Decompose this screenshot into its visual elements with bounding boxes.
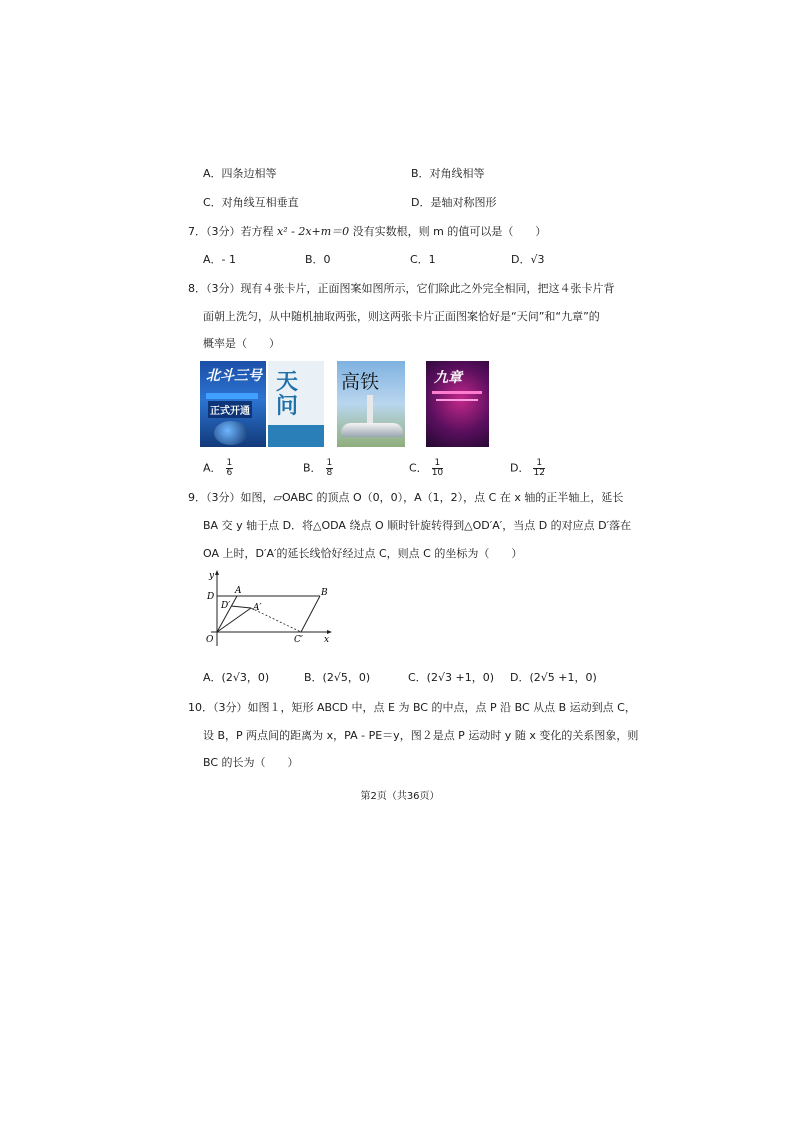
segment-oa-prime xyxy=(217,608,251,632)
card-beidou-title: 北斗三号 xyxy=(206,368,262,384)
q8-option-d-label: D． xyxy=(510,461,530,475)
q8-line-2: 面朝上洗匀，从中随机抽取两张，则这两张卡片正面图案恰好是“天问”和“九章”的 xyxy=(203,310,600,323)
label-b: B xyxy=(321,588,328,598)
q8-option-c-fraction: $\frac{1}{10}$ xyxy=(431,458,444,478)
label-c: C′ xyxy=(294,635,303,645)
y-axis-arrow xyxy=(215,570,219,575)
q9-option-a: A．(2√3，0) xyxy=(203,671,270,684)
q8-option-c-label: C． xyxy=(409,461,428,475)
q6-option-c: C．对角线互相垂直 xyxy=(203,196,299,209)
q6-option-d: D．是轴对称图形 xyxy=(411,196,497,209)
train-icon xyxy=(341,423,403,437)
card-tianwen-base xyxy=(268,425,324,447)
card-tianwen-title: 天问 xyxy=(276,370,299,419)
tower-icon xyxy=(367,395,373,425)
q9-option-d: D．(2√5 +1，0) xyxy=(510,671,597,684)
card-jiuzhang-title: 九章 xyxy=(434,370,462,386)
card-beidou-banner: 正式开通 xyxy=(208,401,252,418)
q9-geometry-figure xyxy=(197,568,342,650)
q6-option-a: A．四条边相等 xyxy=(203,167,277,180)
q9-line-1: 9．（3分）如图，▱OABC 的顶点 O（0，0），A（1，2），点 C 在 x 轴的正半轴上，延长 xyxy=(188,491,624,504)
card-jiuzhang-line-2 xyxy=(436,399,478,401)
q8-option-a xyxy=(203,459,233,478)
q8-option-c xyxy=(409,459,443,478)
q10-line-3: BC 的长为（ ） xyxy=(203,756,299,769)
q8-option-d-fraction: $\frac{1}{12}$ xyxy=(533,458,545,478)
q7-stem-prefix: 7．（3分）若方程 xyxy=(188,225,274,238)
q8-line-3: 概率是（ ） xyxy=(203,337,280,350)
card-gaotie-title: 高铁 xyxy=(341,371,380,393)
q8-option-b-fraction: $\frac{1}{8}$ xyxy=(326,458,333,478)
segment-bc xyxy=(301,596,320,632)
q8-option-b-label: B． xyxy=(303,461,322,475)
q9-option-c: C．(2√3 +1，0) xyxy=(408,671,494,684)
card-jiuzhang-line xyxy=(432,391,482,394)
label-a: A xyxy=(235,586,242,596)
segment-dp-ap xyxy=(231,606,251,608)
card-beidou xyxy=(200,361,266,447)
q9-line-3: OA 上时，D′A′的延长线恰好经过点 C，则点 C 的坐标为（ ） xyxy=(203,547,523,560)
q8-option-a-fraction: $\frac{1}{6}$ xyxy=(226,458,233,478)
label-d-prime: D′ xyxy=(221,601,231,611)
q7-stem xyxy=(188,225,546,239)
label-o: O xyxy=(206,635,214,645)
label-y: y xyxy=(209,571,215,581)
q7-option-d: D．√3 xyxy=(511,253,545,266)
label-a-prime: A′ xyxy=(253,603,262,613)
q8-option-d xyxy=(510,459,545,478)
q7-option-b: B．0 xyxy=(305,253,331,266)
card-jiuzhang xyxy=(426,361,489,447)
q9-line-2: BA 交 y 轴于点 D．将△ODA 绕点 O 顺时针旋转得到△OD′A′，当点 D 的对应点 D′落在 xyxy=(203,519,632,532)
q7-option-a: A．- 1 xyxy=(203,253,236,266)
label-x: x xyxy=(324,635,330,645)
q6-option-b: B．对角线相等 xyxy=(411,167,485,180)
card-gaotie xyxy=(337,361,405,447)
x-axis-arrow xyxy=(327,630,332,634)
q8-option-a-label: A． xyxy=(203,461,222,475)
card-tianwen xyxy=(268,361,324,447)
label-d: D xyxy=(207,592,215,602)
card-beidou-stripe xyxy=(206,393,258,399)
q10-line-1: 10．（3分）如图１，矩形 ABCD 中，点 E 为 BC 的中点，点 P 沿 BC 从点 B 运动到点 C， xyxy=(188,701,636,714)
q8-option-b xyxy=(303,459,333,478)
q10-line-2: 设 B，P 两点间的距离为 x，PA - PE＝y，图２是点 P 运动时 y 随 x 变化的关系图象，则 xyxy=(203,729,639,742)
earth-globe-icon xyxy=(214,421,248,445)
q7-stem-suffix: 没有实数根，则 m 的值可以是（ ） xyxy=(352,225,547,238)
q8-line-1: 8．（3分）现有４张卡片，正面图案如图所示，它们除此之外完全相同，把这４张卡片背 xyxy=(188,282,615,295)
q7-option-c: C．1 xyxy=(410,253,436,266)
q7-equation: x² - 2x+m＝0 xyxy=(277,225,350,238)
q9-option-b: B．(2√5，0) xyxy=(304,671,371,684)
page-footer: 第2页（共36页） xyxy=(360,791,440,802)
